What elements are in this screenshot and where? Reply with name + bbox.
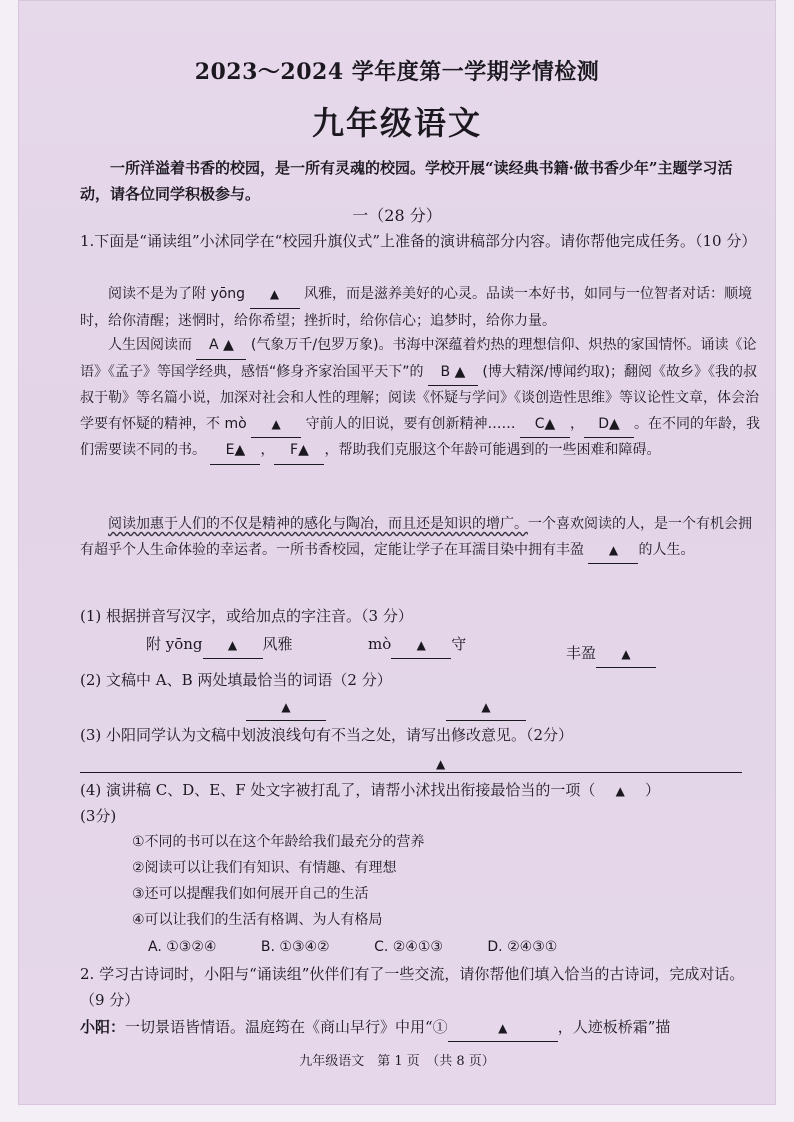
sub1-item-b (368, 631, 466, 659)
passage-text: (博大精深/博闻约取)；翻阅《故乡》《我的叔叔于勒》等名篇小说，加深对社会和人性的理解；阅读《怀疑与学问》《谈创造性思维》等议论性文章，体会治学要有怀疑的精神，不 (80, 363, 759, 432)
answer-blank[interactable] (250, 282, 300, 309)
subject-title: 九年级语文 (311, 104, 482, 142)
sub2-blank-a[interactable] (246, 693, 326, 721)
sub1-item-c (566, 640, 656, 668)
passage-text: 风雅，而是滋养美好的心灵。品读一本好书，如同与一位智者对话：顺境时，给你清醒；迷惘时，给你希望；挫折时，给你信心；追梦时，给你力量。 (80, 286, 752, 329)
page-footer: 九年级语文 第 1 页 （共 8 页） (299, 1054, 495, 1069)
choice-d[interactable]: D. ②④③① (487, 939, 558, 955)
answer-blank[interactable] (448, 1014, 558, 1042)
speaker-label: 小阳： (80, 1018, 126, 1036)
answer-blank[interactable] (246, 693, 326, 721)
marker-triangle: ▲ (416, 638, 426, 652)
sub3-answer-line[interactable] (80, 772, 742, 773)
blank-e[interactable]: E▲ (210, 438, 260, 465)
sub-question-4 (80, 777, 760, 804)
passage-text: 。在不同的年龄，我们需要读不同的书。 (80, 415, 761, 458)
choice-b[interactable]: B. ①③④② (260, 939, 330, 955)
answer-blank[interactable] (251, 412, 301, 439)
blank-f[interactable]: F▲ (274, 438, 324, 465)
answer-blank[interactable] (203, 631, 263, 659)
question-2-dialogue (80, 1014, 760, 1042)
passage-paragraph-2: 人生因阅读而 A ▲ (气象万千/包罗万象)。书海中深蕴着灼热的理想信仰、炽热的家国情怀。诵读《论语》《孟子》等国学经典，感悟“修身齐家治国平天下”的 B ▲ (博大精深/博闻约取)；翻阅《故乡》《我的叔叔于勒》等名篇小说，加深对社会和人性的理解；阅读《怀疑与学问》《谈创造性思维》等议论性文章，体会治学要有怀疑的精神，不 mò ▲ 守前人的旧说，要有创新精神…… C▲ ， D▲ 。在不同的年龄，我们需要读不同的书。 E▲ ， F▲ ，帮助我们克服这个年龄可能遇到的一些困难和障碍。 (80, 333, 760, 465)
blank-d[interactable]: D▲ (584, 412, 634, 439)
answer-choices (148, 935, 597, 959)
sub1-word-b: 守 (451, 635, 467, 653)
choice-c[interactable]: C. ②④①③ (374, 939, 443, 955)
wavy-underlined-sentence: 阅读加惠于人们的不仅是精神的感化与陶冶，而且还是知识的增广。 (108, 516, 528, 532)
marker-triangle: ▲ (436, 757, 446, 771)
sub1-word-c: 丰盈 (566, 644, 597, 662)
answer-paren[interactable] (600, 777, 640, 804)
list-item: ②阅读可以让我们有知识、有情趣、有理想 (132, 860, 397, 876)
sub2-blank-b[interactable] (446, 693, 526, 721)
dialogue-text: ，人迹板桥霜”描 (557, 1018, 671, 1036)
sub4-score: (3分) (80, 807, 117, 825)
exam-title: 2023～2024 学年度第一学期学情检测 (194, 59, 600, 85)
list-item: ①不同的书可以在这个年龄给我们最充分的营养 (132, 834, 425, 850)
passage-text: ，帮助我们克服这个年龄可能遇到的一些困难和障碍。 (324, 442, 661, 458)
activity-intro: 一所洋溢着书香的校园，是一所有灵魂的校园。学校开展“读经典书籍·做书香少年”主题学习活动，请各位同学积极参与。 (80, 159, 733, 203)
sub-question-3: (3) 小阳同学认为文稿中划波浪线句有不当之处，请写出修改意见。（2分） (80, 726, 574, 744)
marker-triangle: ▲ (227, 638, 238, 652)
passage-text: 一个喜欢阅读的人，是一个有机会拥有超乎个人生命体验的幸运者。一所书香校园，定能让学子在耳濡目染中拥有丰盈 (80, 516, 752, 558)
blank-b[interactable]: B ▲ (428, 360, 478, 387)
passage-text: 守前人的旧说，要有创新精神…… (305, 415, 516, 432)
sub1-pinyin-a: 附 yōng (146, 635, 203, 653)
marker-triangle: ▲ (271, 416, 281, 431)
marker-triangle: ▲ (621, 647, 631, 661)
marker-triangle: ▲ (498, 1021, 508, 1035)
dialogue-text: 一切景语皆情语。温庭筠在《商山早行》中用“① (125, 1018, 448, 1036)
answer-blank[interactable] (446, 693, 526, 721)
marker-triangle: ▲ (615, 784, 625, 798)
sub4-close-paren: ） (644, 781, 660, 799)
marker-triangle: ▲ (608, 542, 619, 557)
marker-triangle: ▲ (481, 700, 491, 714)
blank-a[interactable]: A ▲ (196, 333, 246, 360)
sub-question-2: (2) 文稿中 A、B 两处填最恰当的词语（2 分） (80, 671, 392, 689)
sub1-pinyin-b: mò (368, 635, 392, 653)
passage-text: (气象万千/包罗万象)。书海中深蕴着灼热的理想信仰、炽热的家国情怀。诵读《论语》《孟子》等国学经典，感悟“修身齐家治国平天下”的 (80, 337, 757, 380)
passage-paragraph-3 (80, 512, 760, 564)
sub1-item-a (146, 631, 293, 659)
marker-triangle: ▲ (269, 287, 280, 301)
answer-blank[interactable] (391, 631, 451, 659)
blank-c[interactable]: C▲ (520, 412, 570, 439)
question-1-stem: 1.下面是“诵读组”小沭同学在“校园升旗仪式”上准备的演讲稿部分内容。请你帮他完成任务。（10 分） (80, 232, 757, 250)
list-item: ④可以让我们的生活有格调、为人有格局 (132, 912, 383, 928)
exam-page (18, 0, 776, 1105)
pinyin-mo: mò (224, 415, 247, 432)
sub4-stem: (4) 演讲稿 C、D、E、F 处文字被打乱了，请帮小沭找出衔接最恰当的一项（ (80, 781, 596, 799)
question-2-stem: 2. 学习古诗词时，小阳与“诵读组”伙伴们有了一些交流，请你帮他们填入恰当的古诗词，完成对话。（9 分） (80, 965, 745, 1009)
choice-a[interactable]: A. ①③②④ (148, 939, 217, 955)
list-item: ③还可以提醒我们如何展开自己的生活 (132, 886, 369, 902)
sub-question-1: (1) 根据拼音写汉字，或给加点的字注音。（3 分） (80, 607, 413, 625)
passage-text: 人生因阅读而 (108, 337, 192, 353)
passage-paragraph-1 (80, 282, 760, 334)
answer-blank[interactable] (588, 538, 638, 565)
passage-text: 的人生。 (638, 541, 695, 558)
answer-blank[interactable] (596, 640, 656, 668)
marker-triangle: ▲ (281, 700, 291, 714)
passage-text: 阅读不是为了附 yōng (108, 286, 246, 302)
sub1-word-a: 风雅 (262, 635, 293, 653)
section-heading: 一（28 分） (352, 206, 442, 225)
